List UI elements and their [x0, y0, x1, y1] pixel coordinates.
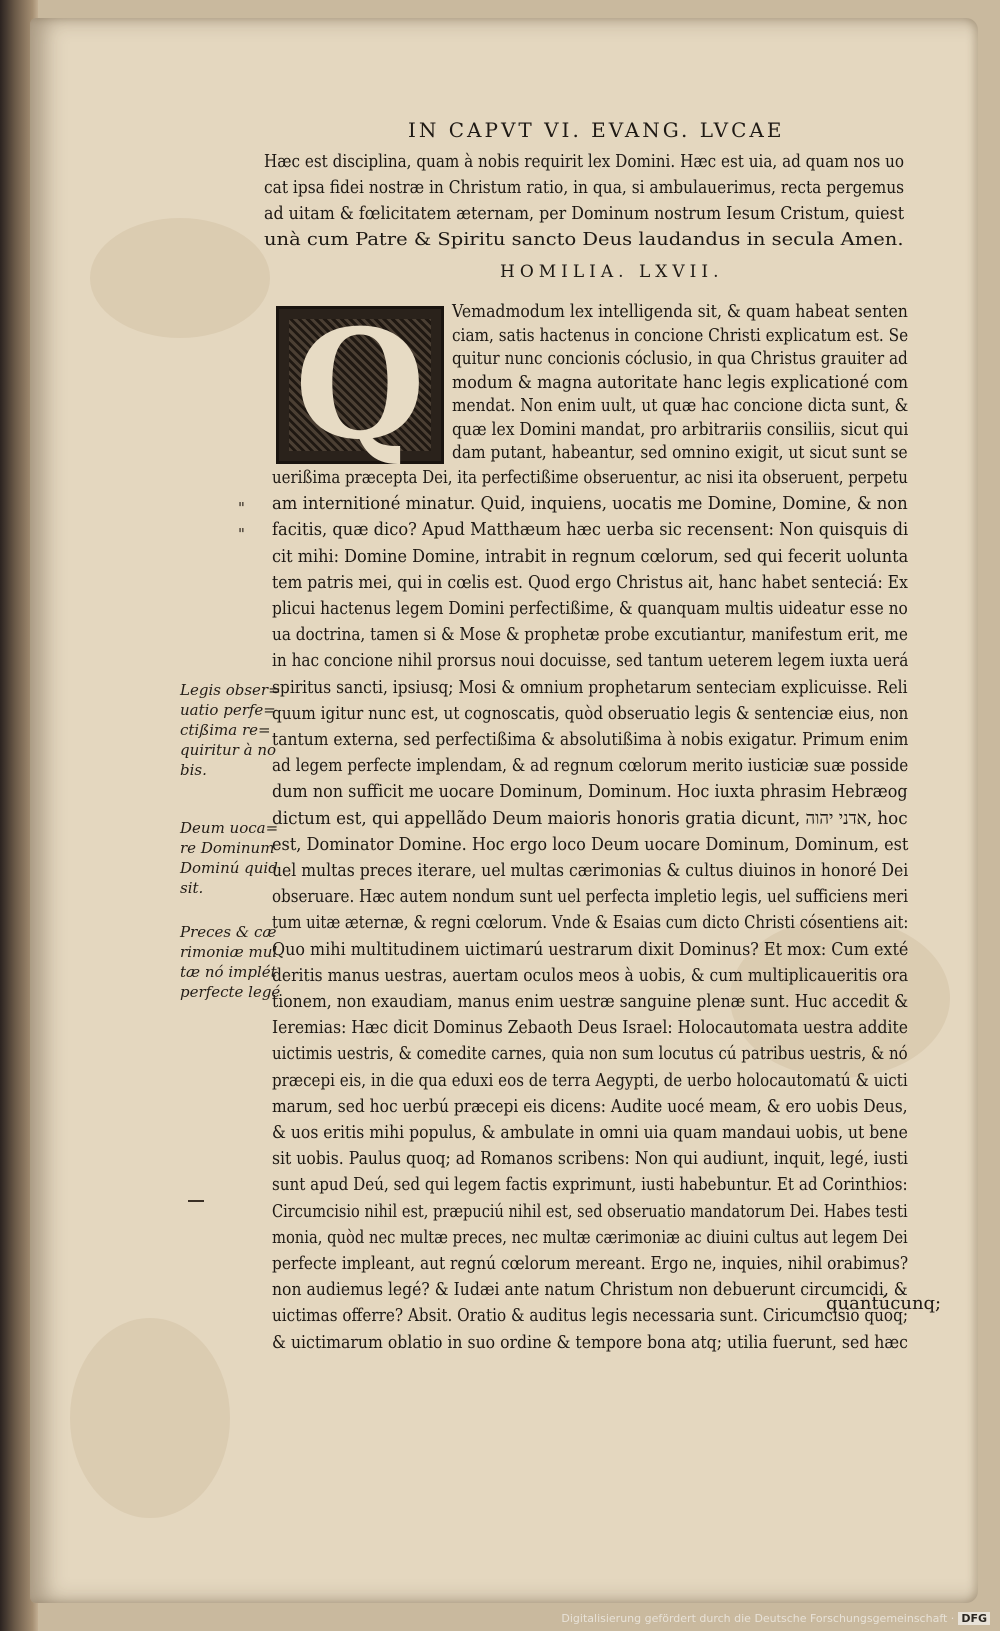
text-line: quum igitur nunc est, ut cognoscatis, quòd obseruatio legis & sentenciæ eius, non — [272, 702, 909, 724]
text-line: mendat. Non enim uult, ut quæ hac concione dicta sunt, & — [452, 395, 909, 416]
margin-note-line: sit. — [180, 879, 204, 897]
text-line: ua doctrina, tamen si & Mose & prophetæ probe excutiantur, manifestum erit, me — [272, 624, 908, 646]
text-line: quæ lex Domini mandat, pro arbitrariis consiliis, sicut qui — [452, 418, 909, 440]
text-line: & uos eritis mihi populus, & ambulate in omni uia quam mandaui uobis, ut bene — [272, 1122, 908, 1143]
text-line: dum non sufficit me uocare Dominum, Dominum. Hoc iuxta phrasim Hebræog — [272, 781, 908, 803]
margin-note — [180, 680, 281, 780]
margin-note-line: Deum uoca= — [180, 819, 279, 837]
quotation-mark: " — [238, 499, 245, 517]
text-line: tantum externa, sed perfectißima & absolutißima à nobis exigatur. Primum enim — [272, 729, 909, 750]
text-line: am internitioné minatur. Quid, inquiens, uocatis me Domine, Domine, & non — [272, 493, 908, 515]
footer-text: Digitalisierung gefördert durch die Deutsche Forschungsgemeinschaft · — [561, 1612, 955, 1625]
margin-note-line: Preces & cæ — [180, 923, 277, 941]
text-line: unà cum Patre & Spiritu sancto Deus laudandus in secula Amen. — [264, 229, 904, 250]
text-line: ciam, satis hactenus in concione Christi explicatum est. Se — [452, 324, 909, 346]
text-line: Quo mihi multitudinem uictimarú uestrarum dixit Dominus? Et mox: Cum exté — [272, 938, 909, 960]
text-line: cit mihi: Domine Domine, intrabit in regnum cœlorum, sed qui fecerit uolunta — [272, 545, 909, 567]
text-line: Hæc est disciplina, quam à nobis requirit lex Domini. Hæc est uia, ad quam nos uo — [264, 151, 905, 172]
text-line: Circumcisio nihil est, præpuciú nihil est, sed obseruatio mandatorum Dei. Habes testi — [272, 1200, 908, 1222]
text-line: dam putant, habeantur, sed omnino exigit, ut sicut sunt se — [452, 442, 908, 463]
text-line: monia, quòd nec multæ preces, nec multæ cærimoniæ ac diuini cultus aut legem Dei — [272, 1226, 908, 1248]
text-line: quitur nunc concionis cóclusio, in qua Christus grauiter ad — [452, 348, 908, 369]
text-line: facitis, quæ dico? Apud Matthæum hæc uerba sic recensent: Non quisquis di — [272, 519, 909, 541]
text-line: tionem, non exaudiam, manus enim uestræ sanguine plenæ sunt. Huc accedit & — [272, 991, 909, 1012]
margin-note-line: Dominú quid — [180, 859, 278, 877]
margin-note-line: tæ nó implét — [180, 963, 277, 981]
margin-note-line: Legis obser= — [180, 681, 281, 699]
text-line: ad legem perfecte implendam, & ad regnum cœlorum merito iusticiæ suæ posside — [272, 755, 909, 777]
text-line: marum, sed hoc uerbú præcepi eis dicens: Audite uocé meam, & ero uobis Deus, — [272, 1095, 908, 1117]
page-stain — [90, 218, 270, 338]
text-line: & uictimarum oblatio in suo ordine & tempore bona atq; utilia fuerunt, sed hæc — [272, 1331, 908, 1353]
text-line: Vemadmodum lex intelligenda sit, & quam habeat senten — [452, 301, 908, 322]
text-line: sunt apud Deú, sed qui legem factis exprimunt, iusti habebuntur. Et ad Corinthios: — [272, 1174, 908, 1196]
text-line: plicui hactenus legem Domini perfectißime, & quanquam multis uideatur esse no — [272, 598, 908, 619]
homilia-title: HOMILIA. LXVII. — [500, 262, 724, 282]
text-line: non audiemus legé? & Iudæi ante natum Christum non debuerunt circumcidi, & — [272, 1279, 908, 1301]
text-line: obseruare. Hæc autem nondum sunt uel perfecta impletio legis, uel sufficiens meri — [272, 886, 909, 908]
text-line: tum uitæ æternæ, & regni cœlorum. Vnde & Esaias cum dicto Christi cósentiens ait: — [272, 912, 909, 934]
margin-note-line: uatio perfe= — [180, 701, 276, 719]
margin-note — [180, 818, 279, 898]
initial-letter: Q — [294, 297, 426, 473]
text-line: uerißima præcepta Dei, ita perfectißime obseruentur, ac nisi ita obseruent, perpetu — [272, 467, 908, 488]
text-line: in hac concione nihil prorsus noui docuisse, sed tantum ueterem legem iuxta uerá — [272, 650, 909, 672]
text-line: spiritus sancti, ipsiusq; Mosi & omnium prophetarum senteciam explicuisse. Reli — [272, 676, 908, 698]
text-line: uel multas preces iterare, uel multas cærimonias & cultus diuinos in honoré Dei — [272, 860, 909, 881]
text-line: perfecte impleant, aut regnú cœlorum mereant. Ergo ne, inquies, nihil orabimus? — [272, 1253, 909, 1274]
text-line: uictimas offerre? Absit. Oratio & auditus legis necessaria sunt. Ciricumcisio quoq; — [272, 1305, 908, 1327]
margin-note-line: ctißima re= — [180, 721, 271, 739]
margin-note-line: rimoniæ mul — [180, 943, 278, 961]
text-line: tem patris mei, qui in cœlis est. Quod ergo Christus ait, hanc habet senteciá: Ex — [272, 571, 908, 593]
text-line: Ieremias: Hæc dicit Dominus Zebaoth Deus Israel: Holocautomata uestra addite — [272, 1017, 908, 1039]
text-line: ad uitam & fœlicitatem æternam, per Dominum nostrum Iesum Cristum, quiest — [264, 203, 905, 224]
margin-note-line: quiritur à no — [180, 741, 277, 759]
margin-note-line: re Dominum — [180, 839, 275, 857]
catchword: quantúcunq; — [826, 1293, 942, 1314]
decorated-initial — [276, 297, 444, 473]
footer-credit — [561, 1612, 990, 1625]
text-line: sit uobis. Paulus quoq; ad Romanos scribens: Non qui audiunt, inquit, legé, iusti — [272, 1148, 909, 1170]
text-line: uictimis uestris, & comedite carnes, quia non sum locutus cú patribus uestris, & nó — [272, 1043, 908, 1065]
text-line: cat ipsa fidei nostræ in Christum ratio, in qua, si ambulauerimus, recta pergemus — [264, 177, 905, 198]
page-stain — [70, 1318, 230, 1518]
margin-note-line: bis. — [180, 761, 207, 779]
text-line: dictum est, qui appellãdo Deum maioris honoris gratia dicunt, אדני יהוה, hoc — [272, 807, 908, 829]
running-header: IN CAPVT VI. EVANG. LVCAE — [408, 118, 785, 142]
margin-note-line: perfecte legé — [180, 983, 281, 1001]
margin-dash — [188, 1200, 204, 1202]
text-line: deritis manus uestras, auertam oculos meos à uobis, & cum multiplicaueritis ora — [272, 964, 909, 986]
text-line: præcepi eis, in die qua eduxi eos de terra Aegypti, de uerbo holocautomatú & uicti — [272, 1069, 908, 1091]
text-line: est, Dominator Domine. Hoc ergo loco Deum uocare Dominum, Dominum, est — [272, 833, 909, 855]
text-line: modum & magna autoritate hanc legis explicationé com — [452, 371, 909, 393]
margin-note — [180, 922, 281, 1002]
quotation-mark: " — [238, 525, 245, 543]
dfg-logo: DFG — [958, 1612, 990, 1625]
